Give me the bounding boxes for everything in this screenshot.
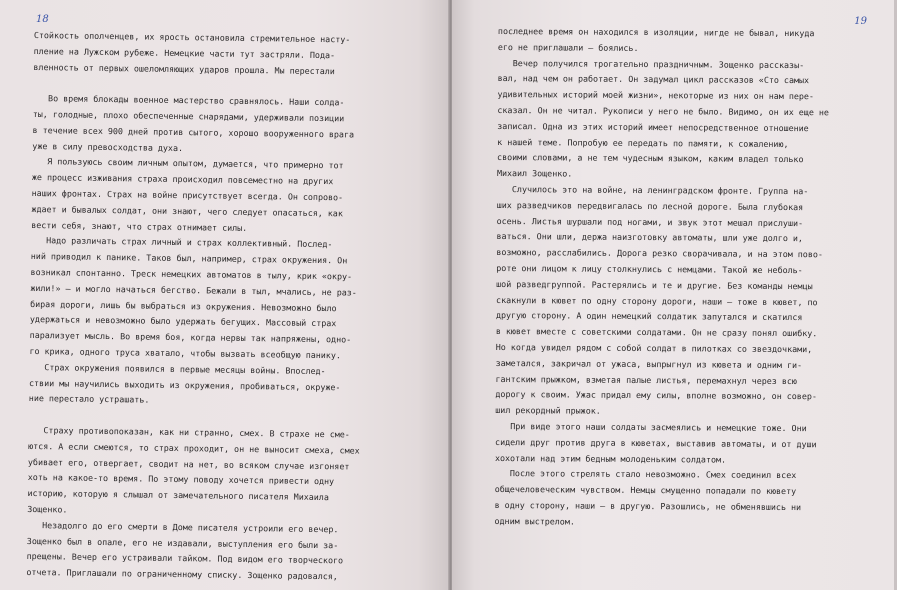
- text-line: осень. Листья шуршали под ногами, и звук этот мешал прислуши-: [496, 215, 804, 228]
- text-line: Страху противопоказан, как ни странно, смех. В страхе не сме-: [28, 424, 350, 440]
- text-line: заметался, закричал от ужаса, выпрыгнул из кювета и одним ги-: [495, 357, 803, 370]
- text-line: уже в силу превосходства духа.: [32, 140, 184, 153]
- text-line: Зощенко был в опале, его не издавали, выступления его были за-: [26, 535, 339, 550]
- text-line: гантским прыжком, взметая палые листья, перемахнул через всю: [495, 373, 797, 386]
- text-line: в одну сторону, наши — в другую. Разошлись, не обменявшись ни: [494, 499, 802, 513]
- text-line: скакнули в кювет по одну сторону дороги, наши — тоже в кювет, по: [496, 294, 818, 307]
- text-line: общечеловеческим чувством. Немцы смущенно попадали по кювету: [494, 484, 797, 497]
- right-page-number: 19: [854, 16, 867, 27]
- text-line: сидели друг против друга в кюветах, выставив автоматы, и от души: [495, 436, 817, 449]
- text-line: хохотали над этим бедным молоденьким солдатом.: [494, 452, 727, 465]
- text-line: к нашей теме. Попробую ее передать по памяти, к сожалению,: [497, 136, 789, 149]
- text-line: ствии мы научились выходить из окружения, пробиваться, окруже-: [28, 377, 341, 392]
- text-line: Зощенко.: [27, 503, 68, 515]
- text-line: Михаил Зощенко.: [496, 168, 573, 179]
- text-line: последнее время он находился в изоляции, нигде не бывал, никуда: [497, 25, 815, 39]
- right-page-text: [494, 24, 829, 532]
- text-line: убивает его, отвергает, сводит на нет, во всяком случае изгоняет: [27, 456, 350, 471]
- text-line: Страх окружения появился в первые месяцы войны. Впослед-: [29, 361, 326, 376]
- text-line: дорогу к своим. Ужас придал ему силы, вполне возможно, он совер-: [495, 389, 817, 402]
- text-line: Надо различать страх личный и страх коллективный. Послед-: [30, 235, 333, 250]
- text-line: При виде этого наши солдаты засмеялись и немецкие тоже. Они: [495, 420, 807, 434]
- text-line: После этого стрелять стало невозможно. Смех соединил всех: [494, 468, 797, 481]
- text-line: его не приглашали — боялись.: [497, 41, 639, 53]
- text-line: сказал. Он не читал. Рукописи у него не было. Видимо, он их еще не: [497, 104, 829, 118]
- text-line: вести себя, знают, что страх отнимает силы.: [31, 219, 248, 233]
- text-line: возникал спонтанно. Треск немецких автоматов в тылу, крик «окру-: [30, 266, 353, 282]
- text-line: ются. А если смеются, то страх проходит, он не выносит смеха, смех: [28, 440, 360, 456]
- text-line: одним выстрелом.: [494, 515, 575, 527]
- text-line: своими словами, а не тем чудесным языком, каким владел только: [497, 152, 804, 165]
- left-page-text: [26, 28, 365, 585]
- text-line: парализует мысль. Во время боя, когда нервы так напряжены, одно-: [29, 330, 352, 345]
- text-line: ние перестало устрашать.: [28, 393, 150, 405]
- text-line: другую сторону. А один немецкий солдатик запутался и скатился: [495, 310, 803, 323]
- text-line: жили!» — и могло начаться бегство. Бежали в тыл, мчались, не раз-: [30, 282, 357, 298]
- text-line: хоть на какое-то время. По этому поводу хочется привести одну: [27, 472, 335, 487]
- text-line: Случилось это на войне, на ленинградском фронте. Группа на-: [496, 183, 809, 197]
- text-line: пление на Лужском рубеже. Немецкие части тут застряли. Пода-: [33, 45, 336, 61]
- text-line: наших фронтах. Страх на войне присутствует всегда. Он сопрово-: [31, 187, 344, 203]
- text-line: историю, которую я слышал от замечательного писателя Михаила: [27, 488, 329, 503]
- text-line: Вечер получился трогательно праздничным. Зощенко рассказы-: [497, 57, 805, 70]
- text-line: Но когда увидел рядом с собой солдат в пилотках со звездочками,: [495, 341, 813, 355]
- text-line: ждает и бывалых солдат, они знают, чего следует опасаться, как: [31, 203, 343, 219]
- text-line: прещены. Вечер его устраивали тайком. Под видом его творческого: [26, 551, 344, 566]
- text-line: Незадолго до его смерти в Доме писателя устроили его вечер.: [26, 519, 339, 535]
- text-line: в течение всех 900 дней против сытого, хорошо вооруженного врага: [32, 124, 355, 140]
- text-line: в кювет вместе с советскими солдатами. Он не сразу понял ошибку.: [495, 326, 818, 339]
- right-page: [452, 0, 897, 590]
- text-line: бирая дороги, лишь бы выбраться из окружения. Невозможно было: [30, 298, 337, 313]
- text-line: ваться. Они шли, держа наизготовку автоматы, шли уже долго и,: [496, 231, 803, 244]
- text-line: ний приводил к панике. Таков был, например, страх окружения. Он: [30, 251, 348, 266]
- text-line: ших разведчиков передвигалась по лесной дороге. Была глубокая: [496, 199, 804, 212]
- text-line: вал, над чем он работает. Он задумал цикл рассказов «Сто самых: [497, 73, 810, 86]
- text-line: го крика, одного труса хватало, чтобы вызвать всеобщую панику.: [29, 345, 341, 361]
- text-line: удержаться и невозможно было удержать бегущих. Массовый страх: [29, 314, 337, 329]
- left-page-number: 18: [36, 14, 49, 25]
- text-line: шил рекордный прыжок.: [495, 405, 601, 416]
- text-line: шой разведгруппой. Растерялись и те и другие. Без команды немцы: [496, 278, 813, 291]
- text-line: же процесс изживания страха происходил повсеместно на других: [31, 172, 334, 187]
- text-line: удивительных историй моей жизни», некоторые из них он нам пере-: [497, 89, 815, 102]
- text-line: Во время блокады военное мастерство сравнялось. Наши солда-: [32, 93, 345, 108]
- text-line: роте они лицом к лицу столкнулись с немцами. Такой же неболь-: [496, 262, 803, 276]
- text-line: отчета. Приглашали по ограниченному списку. Зощенко радовался,: [26, 567, 338, 582]
- text-line: Я пользуюсь своим личным опытом, думается, что примерно тот: [32, 156, 344, 171]
- text-line: вленность от первых ошеломляющих ударов прошла. Мы перестали: [33, 61, 335, 76]
- text-line: записал. Одна из этих историй имеет непосредственное отношение: [497, 120, 809, 133]
- text-line: возможно, расслабились. Дорога резко сворачивала, и на этом пово-: [496, 247, 823, 260]
- text-line: Стойкость ополченцев, их ярость остановила стремительное насту-: [33, 29, 351, 45]
- text-line: ты, голодные, плохо обеспеченные снарядами, удерживали позиции: [32, 108, 345, 124]
